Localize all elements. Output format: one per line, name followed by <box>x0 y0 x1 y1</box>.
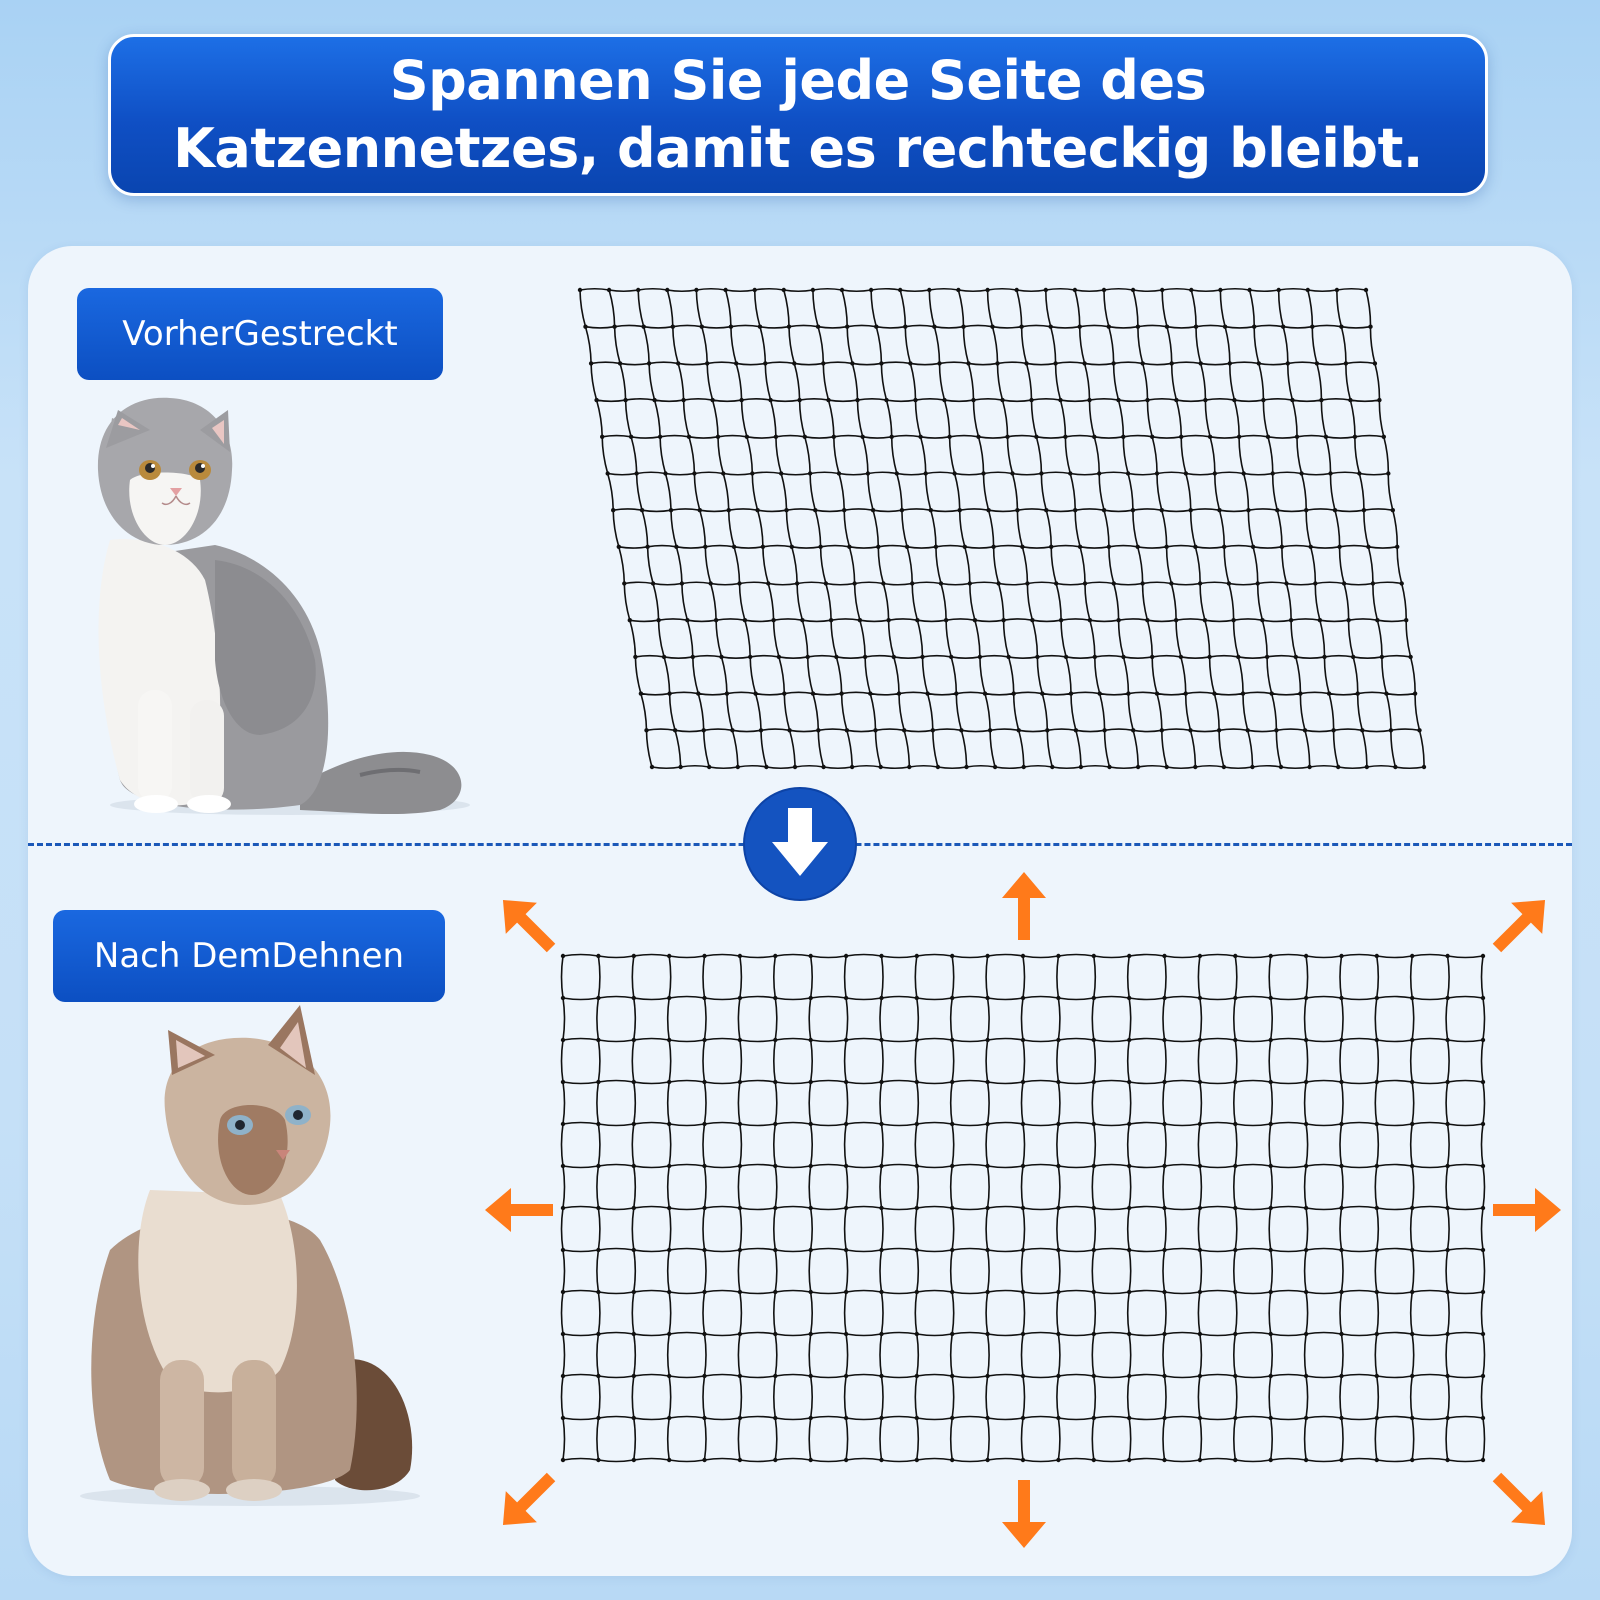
arrow-bottom-icon <box>1002 1480 1046 1548</box>
arrow-bottom-right-icon <box>1481 1461 1560 1540</box>
arrow-right-icon <box>1493 1188 1561 1232</box>
arrow-top-icon <box>1002 872 1046 940</box>
title-line-2: Katzennetzes, damit es rechteckig bleibt. <box>173 117 1423 180</box>
arrow-top-right-icon <box>1481 884 1560 963</box>
arrow-left-icon <box>485 1188 553 1232</box>
before-label: VorherGestreckt <box>77 288 443 380</box>
arrow-top-left-icon <box>487 884 566 963</box>
after-label: Nach DemDehnen <box>53 910 445 1002</box>
title-line-1: Spannen Sie jede Seite des <box>389 49 1207 112</box>
arrow-bottom-left-icon <box>487 1461 566 1540</box>
